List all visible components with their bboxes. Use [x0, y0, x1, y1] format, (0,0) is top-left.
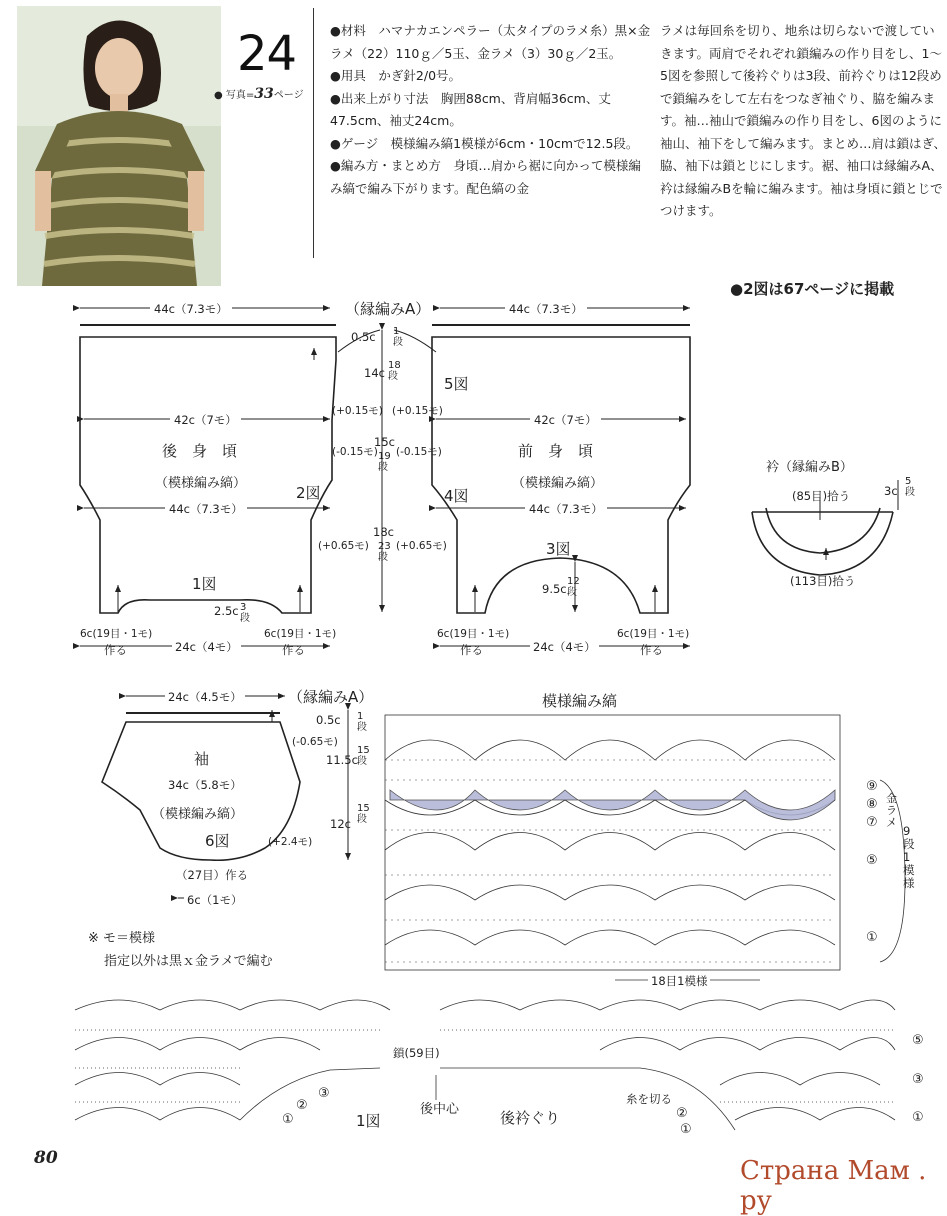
back-make-left: 作る: [104, 643, 127, 657]
sleeve-cast-on: （27目）作る: [176, 868, 249, 882]
row-7: ⑦: [866, 815, 878, 830]
neck-stitch-chart: [75, 1000, 895, 1130]
front-neck-depth: 9.5c: [542, 582, 567, 596]
photo-ref-prefix: 写真=: [225, 90, 255, 101]
photo-reference: ● 写真=33ページ: [214, 86, 304, 102]
sleeve-title: 袖: [194, 750, 210, 768]
tools: ●用具 かぎ針2/0号。: [330, 68, 462, 83]
center-edge-rows: 1段: [393, 326, 403, 348]
row-5: ⑤: [866, 853, 878, 868]
fig-2-label: 2図: [296, 484, 321, 502]
front-body-sub: （模様編み縞）: [512, 476, 604, 491]
sleeve-edge-h: 0.5c: [316, 713, 341, 727]
back-center-width: 24c（4モ）: [172, 639, 241, 655]
center-dec-left: (+0.15モ): [332, 405, 383, 417]
sleeve-h2: 12c: [330, 817, 351, 831]
center-back: 後中心: [420, 1102, 460, 1117]
fig-1-label: 1図: [192, 575, 217, 593]
method: ●編み方・まとめ方 身頃…肩から裾に向かって模様編み縞で編み下がります。配色縞の金: [330, 158, 641, 196]
front-mid-width: 42c（7モ）: [530, 412, 601, 428]
stitch-chart-title: 模様編み縞: [542, 692, 618, 710]
neck-fig-1: 1図: [356, 1112, 381, 1130]
sleeve-h1: 11.5c: [326, 753, 358, 767]
front-top-width: 44c（7.3モ）: [505, 301, 587, 317]
back-left-shoulder: 6c(19目・1モ): [80, 628, 153, 640]
neck-row-1: ①: [912, 1110, 924, 1125]
collar-title: 衿（縁編みB）: [766, 460, 853, 475]
photo-ref-number: 33: [254, 86, 274, 102]
row-8: ⑧: [866, 797, 878, 812]
collar-h: 3c: [884, 484, 898, 498]
back-low-width: 44c（7.3モ）: [165, 501, 247, 517]
sleeve-top-width: 24c（4.5モ）: [165, 689, 245, 705]
back-body-title: 後 身 頃: [162, 442, 238, 460]
center-waist-rows: 19段: [378, 451, 391, 473]
neck-left-1: ①: [282, 1112, 294, 1127]
back-body-sub: （模様編み縞）: [155, 476, 247, 491]
collar-rows: 5段: [905, 476, 915, 498]
back-mid-width: 42c（7モ）: [170, 412, 241, 428]
center-arm-rows: 23段: [378, 541, 391, 563]
repeat-label: 9段1模様: [903, 824, 915, 890]
row-9: ⑨: [866, 779, 878, 794]
center-arm-left: (+0.65モ): [318, 540, 369, 552]
cut-yarn: 糸を切る: [626, 1092, 672, 1106]
note-motif: ※ モ＝模様: [88, 931, 156, 946]
back-make-right: 作る: [282, 643, 305, 657]
neck-row-5: ⑤: [912, 1033, 924, 1048]
fig-5-label: 5図: [444, 375, 469, 393]
watermark: Страна Мам . ру: [740, 1156, 927, 1216]
neck-left-3: ③: [318, 1086, 330, 1101]
back-neck-rows: 3段: [240, 602, 250, 624]
front-make-left: 作る: [460, 643, 483, 657]
center-edge-h: 0.5c: [351, 330, 376, 344]
sleeve-edge-rows: 1段: [357, 711, 367, 733]
stitch-chart-main: [385, 715, 905, 980]
center-waist-h: 15c: [374, 435, 395, 449]
sleeve-cap-dec: (+2.4モ): [268, 836, 313, 848]
materials: ●材料 ハマナカエンペラー（太タイプのラメ糸）黒×金ラメ（22）110ｇ／5玉、金ラメ（3）30ｇ／2玉。: [330, 23, 651, 61]
back-top-width: 44c（7.3モ）: [150, 301, 232, 317]
center-waist-left: (-0.15モ): [332, 446, 378, 458]
figure-2-note: ●2図は67ページに掲載: [730, 280, 895, 298]
finished-size: ●出来上がり寸法 胸囲88cm、背肩幅36cm、丈47.5cm、袖丈24cm。: [330, 90, 611, 128]
gauge: ●ゲージ 模様編み縞1模様が6cm・10cmで12.5段。: [330, 135, 639, 151]
back-right-shoulder: 6c(19目・1モ): [264, 628, 337, 640]
row-1: ①: [866, 930, 878, 945]
center-arm-right: (+0.65モ): [396, 540, 447, 552]
photo-ref-suffix: ページ: [273, 90, 304, 101]
sleeve-sub: （模様編み縞）: [152, 807, 244, 822]
fig-3-label: 3図: [546, 540, 571, 558]
collar-inner: (85目)拾う: [792, 489, 851, 503]
page-number: 80: [34, 1148, 58, 1168]
method-continued: ラメは毎回糸を切り、地糸は切らないで渡していきます。両肩でそれぞれ鎖編みの作り目をし、1〜5図を参照して後衿ぐりは3段、前衿ぐりは12段めで鎖編みをして左右をつなぎ袖ぐり、脇を編みます。袖…袖山で鎖編みの作り目をし、6図のように袖山、袖下をして編みます。まとめ…肩は鎖はぎ、脇、袖下は鎖とじにします。裾、袖口は縁編みA、衿は縁編みBを輪に編みます。袖は身頃に鎖とじでつけます。: [660, 23, 947, 218]
center-lower-h: 14c: [364, 366, 385, 380]
sleeve-h2-rows: 15段: [357, 803, 370, 825]
neck-row-3: ③: [912, 1072, 924, 1087]
gold-label: 金ラメ: [886, 792, 897, 829]
sleeve-mid-width: 34c（5.8モ）: [168, 778, 242, 792]
edge-a-label: （縁編みA）: [345, 300, 431, 318]
back-neck-label: 後衿ぐり: [500, 1109, 561, 1127]
neck-chain: 鎖(59目): [393, 1046, 440, 1060]
front-neck-rows: 12段: [567, 576, 580, 598]
front-low-width: 44c（7.3モ）: [525, 501, 607, 517]
center-arm-h: 18c: [373, 525, 394, 539]
collar-outer: (113目)拾う: [790, 574, 856, 588]
front-right-shoulder: 6c(19目・1モ): [617, 628, 690, 640]
front-make-right: 作る: [640, 643, 663, 657]
center-waist-right: (-0.15モ): [396, 446, 442, 458]
neck-mid-1: ①: [680, 1122, 692, 1137]
pattern-number: 24: [237, 26, 297, 82]
center-lower-rows: 18段: [388, 360, 401, 382]
front-body-title: 前 身 頃: [518, 442, 594, 460]
neck-left-2: ②: [296, 1098, 308, 1113]
front-left-shoulder: 6c(19目・1モ): [437, 628, 510, 640]
sleeve-side-dec: (-0.65モ): [292, 736, 338, 748]
repeat-width: 18目1模様: [648, 973, 710, 989]
sleeve-cast-on-width: 6c（1モ）: [184, 892, 245, 908]
sleeve-edge-a: （縁編みA）: [288, 688, 374, 706]
sleeve-h1-rows: 15段: [357, 745, 370, 767]
back-neck-depth: 2.5c: [214, 604, 239, 618]
note-color: 指定以外は黒ｘ金ラメで編む: [104, 954, 273, 969]
center-dec-right: (+0.15モ): [392, 405, 443, 417]
fig-4-label: 4図: [444, 487, 469, 505]
neck-mid-2: ②: [676, 1106, 688, 1121]
fig-6-label: 6図: [205, 832, 230, 850]
front-center-width: 24c（4モ）: [530, 639, 599, 655]
collar-outline: [752, 512, 893, 575]
